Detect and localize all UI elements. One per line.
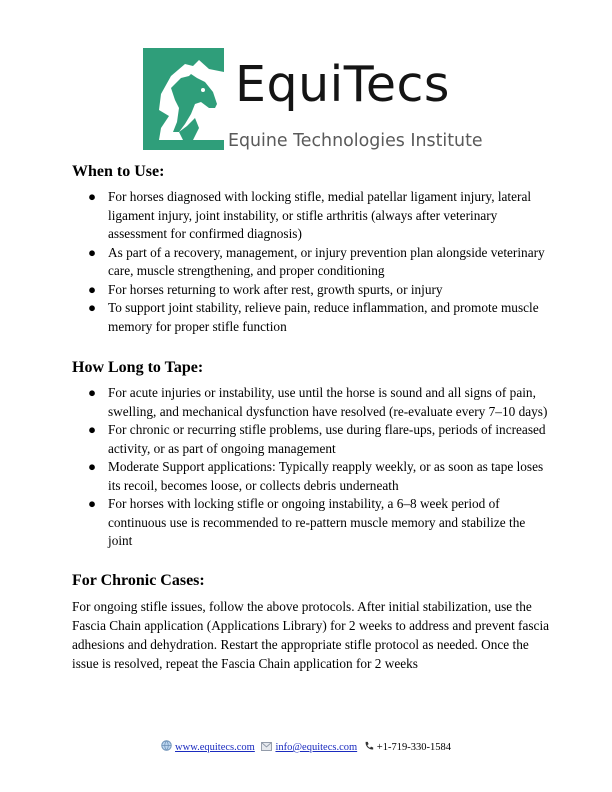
- bullet-icon: ●: [88, 459, 97, 474]
- list-item-text: As part of a recovery, management, or injury prevention plan alongside veterinary care, muscle strengthening, and proper conditioning: [108, 244, 545, 278]
- brand-name: EquiTecs: [235, 56, 450, 113]
- email-icon: [261, 742, 272, 751]
- document-body: [72, 160, 552, 673]
- list-item: [72, 188, 552, 244]
- equitecs-logo: [143, 48, 483, 156]
- list-item: [72, 421, 552, 458]
- list-item-text: For horses with locking stifle or ongoing instability, a 6–8 week period of continuous use is recommended to re-pattern muscle memory and stabilize the joint: [108, 496, 526, 548]
- list-item: [72, 244, 552, 281]
- horse-head-logo-icon: [143, 48, 224, 150]
- list-item: [72, 458, 552, 495]
- globe-icon: [161, 740, 172, 751]
- chronic-cases-section: [72, 569, 552, 673]
- how-long-list: [72, 384, 552, 551]
- list-item: [72, 384, 552, 421]
- website-link[interactable]: www.equitecs.com: [175, 742, 255, 753]
- when-to-use-list: [72, 188, 552, 336]
- list-item-text: For chronic or recurring stifle problems, use during flare-ups, periods of increased activity, or as part of ongoing management: [108, 422, 546, 456]
- chronic-cases-heading: For Chronic Cases:: [72, 571, 205, 589]
- email-link[interactable]: info@equitecs.com: [275, 742, 358, 753]
- how-long-section: [72, 356, 552, 551]
- chronic-cases-paragraph: For ongoing stifle issues, follow the above protocols. After initial stabilization, use the Fascia Chain application (Applications Library) for 2 weeks to address and prevent fascia adhesions and dehydration. Restart the appropriate stifle protocol as needed. Once the issue is resolved, repeat the Fascia Chain application for 2 weeks: [72, 598, 550, 671]
- list-item-text: For acute injuries or instability, use until the horse is sound and all signs of pain, swelling, and mechanical dysfunction have resolved (re-evaluate every 7–10 days): [108, 385, 548, 419]
- bullet-icon: ●: [88, 281, 97, 297]
- list-item: [72, 495, 552, 551]
- list-item-text: For horses diagnosed with locking stifle, medial patellar ligament injury, lateral ligament injury, joint instability, or stifle arthritis (always after veterinary assessment for confirmed diagnosis): [108, 189, 532, 241]
- list-item-text: To support joint stability, relieve pain, reduce inflammation, and promote muscle memory for proper stifle function: [108, 300, 539, 334]
- phone-number: +1-719-330-1584: [376, 742, 451, 753]
- list-item: [72, 281, 552, 300]
- how-long-heading: How Long to Tape:: [72, 359, 204, 376]
- bullet-icon: ●: [88, 496, 97, 511]
- bullet-icon: ●: [88, 244, 97, 260]
- when-to-use-section: [72, 160, 552, 336]
- bullet-icon: ●: [88, 189, 97, 204]
- bullet-icon: ●: [88, 422, 97, 437]
- phone-icon: [364, 741, 374, 751]
- bullet-icon: ●: [88, 300, 97, 315]
- list-item-text: Moderate Support applications: Typically reapply weekly, or as soon as tape loses its recoil, becomes loose, or collects debris underneath: [108, 459, 544, 493]
- bullet-icon: ●: [88, 385, 97, 400]
- list-item: [72, 299, 552, 336]
- when-to-use-heading: When to Use:: [72, 163, 165, 180]
- brand-tagline: Equine Technologies Institute: [228, 131, 483, 151]
- list-item-text: For horses returning to work after rest, growth spurts, or injury: [108, 281, 443, 297]
- footer: [0, 740, 612, 755]
